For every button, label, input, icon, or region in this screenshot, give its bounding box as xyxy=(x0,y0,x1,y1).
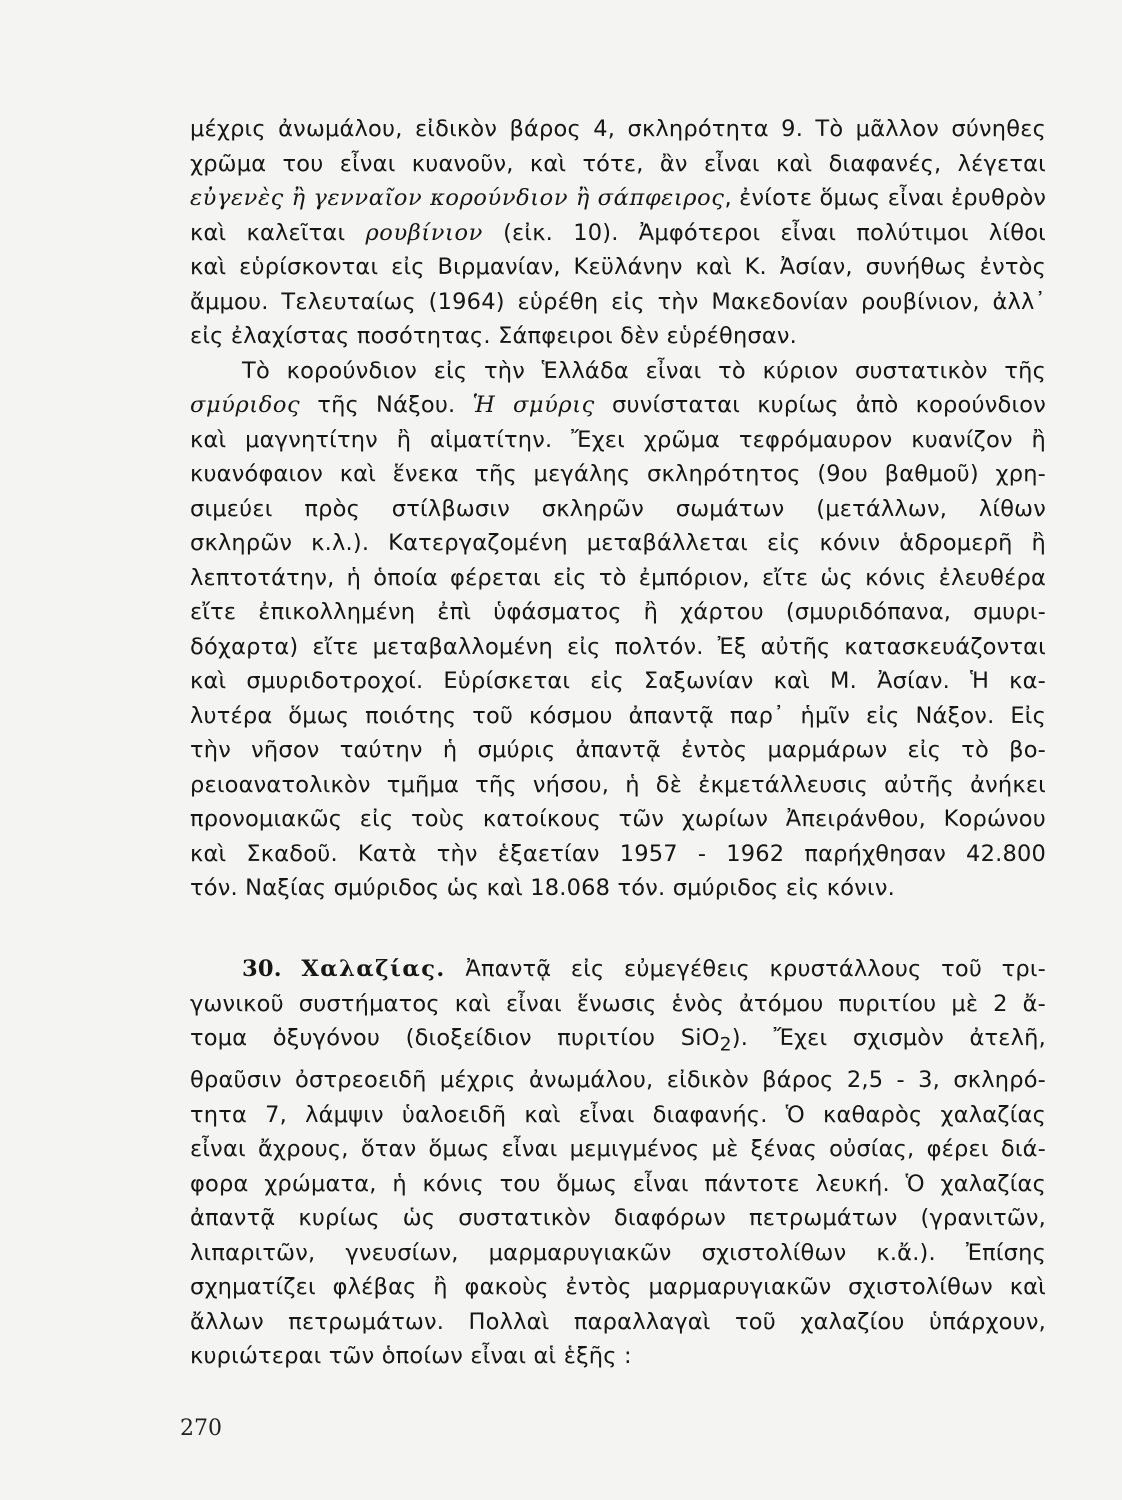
page-number: 270 xyxy=(180,1416,222,1441)
text-run: καὶ καλεῖται xyxy=(190,219,366,246)
text-line: τὴν νῆσον ταύτην ἡ σμύρις ἀπαντᾷ ἐντὸς μαρμάρων εἰς τὸ βο- xyxy=(190,737,1046,763)
text-line: σχηματίζει φλέβας ἢ φακοὺς ἐντὸς μαρμαρυγιακῶν σχιστολίθων καὶ xyxy=(190,1274,1046,1300)
text-line: κυανόφαιον καὶ ἕνεκα τῆς μεγάλης σκληρότητος (9ου βαθμοῦ) χρη- xyxy=(190,461,1046,487)
text-line: θραῦσιν ὀστρεοειδῆ μέχρις ἀνωμάλου, εἰδικὸν βάρος 2,5 - 3, σκληρό- xyxy=(190,1067,1046,1093)
text-line: λεπτοτάτην, ἡ ὁποία φέρεται εἰς τὸ ἐμπόριον, εἴτε ὡς κόνις ἐλευθέρα xyxy=(190,564,1046,591)
text-line: σιμεύει πρὸς στίλβωσιν σκληρῶν σωμάτων (μετάλλων, λίθων xyxy=(190,495,1046,522)
text-run: ). Ἔχει σχισμὸν ἀτελῆ, xyxy=(731,1025,1046,1051)
text-line: Τὸ κορούνδιον εἰς τὴν Ἑλλάδα εἶναι τὸ κύριον συστατικὸν τῆς xyxy=(242,357,1046,384)
italic-term: εὐγενὲς ἢ γενναῖον κορούνδιον ἢ σάπφειρος xyxy=(190,185,725,211)
text-line: ἄλλων πετρωμάτων. Πολλαὶ παραλλαγαὶ τοῦ χαλαζίου ὑπάρχουν, xyxy=(190,1308,1046,1335)
text-line: λιπαριτῶν, γνευσίων, μαρμαρυγιακῶν σχιστολίθων κ.ἄ.). Ἐπίσης xyxy=(190,1239,1046,1266)
text-line: σκληρῶν κ.λ.). Κατεργαζομένη μεταβάλλεται εἰς κόνιν ἁδρομερῆ ἢ xyxy=(190,530,1046,556)
text-run: τῆς Νάξου. xyxy=(300,392,473,418)
text-line: εἴτε ἐπικολλημένη ἐπὶ ὑφάσματος ἢ χάρτου (σμυριδόπανα, σμυρι- xyxy=(190,599,1046,625)
text-run: Ἀπαντᾷ εἰς εὐμεγέθεις κρυστάλλους τοῦ τρι- xyxy=(445,956,1046,982)
text-line: τητα 7, λάμψιν ὑαλοειδῆ καὶ εἶναι διαφανής. Ὁ καθαρὸς χαλαζίας xyxy=(190,1101,1046,1128)
section-30-quartz xyxy=(190,952,1046,1374)
text-run: τομα ὀξυγόνου (διοξείδιον πυριτίου SiO xyxy=(190,1025,720,1051)
text-line: δόχαρτα) εἴτε μεταβαλλομένη εἰς πολτόν. Ἐξ αὐτῆς κατασκευάζονται xyxy=(190,633,1046,660)
text-line: ρειοανατολικὸν τμῆμα τῆς νήσου, ἡ δὲ ἐκμετάλλευσις αὐτῆς ἀνήκει xyxy=(190,771,1046,798)
text-line: λυτέρα ὅμως ποιότης τοῦ κόσμου ἀπαντᾷ παρ᾽ ἡμῖν εἰς Νάξον. Εἰς xyxy=(190,702,1046,729)
text-run: (εἰκ. 10). Ἀμφότεροι εἶναι πολύτιμοι λίθοι xyxy=(482,219,1046,246)
text-line: καὶ εὑρίσκονται εἰς Βιρμανίαν, Κεϋλάνην καὶ Κ. Ἀσίαν, συνήθως ἐντὸς xyxy=(190,254,1046,280)
text-line: ἀπαντᾷ κυρίως ὡς συστατικὸν διαφόρων πετρωμάτων (γρανιτῶν, xyxy=(190,1205,1046,1231)
italic-term: ρουβίνιον xyxy=(365,219,483,246)
text-line: καὶ σμυριδοτροχοί. Εὑρίσκεται εἰς Σαξωνίαν καὶ Μ. Ἀσίαν. Ἡ κα- xyxy=(190,668,1046,694)
text-line xyxy=(190,1021,1046,1063)
text-line: εἰς ἐλαχίστας ποσότητας. Σάπφειροι δὲν εὑρέθησαν. xyxy=(190,323,798,349)
text-line: φορα χρώματα, ἡ κόνις του ὅμως εἶναι πάντοτε λευκή. Ὁ χαλαζίας xyxy=(190,1170,1046,1197)
text-line: τόν. Ναξίας σμύριδος ὡς καὶ 18.068 τόν. σμύριδος εἰς κόνιν. xyxy=(190,875,895,901)
text-line: ἄμμου. Τελευταίως (1964) εὑρέθη εἰς τὴν Μακεδονίαν ρουβίνιον, ἀλλ᾽ xyxy=(190,288,1046,315)
italic-term: Ἡ σμύρις xyxy=(472,392,595,418)
text-line: καὶ μαγνητίτην ἢ αἱματίτην. Ἔχει χρῶμα τεφρόμαυρον κυανίζον ἢ xyxy=(190,426,1046,453)
text-line xyxy=(190,181,1046,216)
section-title: Χαλαζίας. xyxy=(301,956,446,982)
text-line: κυριώτεραι τῶν ὁποίων εἶναι αἱ ἑξῆς : xyxy=(190,1343,632,1369)
subscript: 2 xyxy=(719,1034,732,1056)
text-line xyxy=(190,388,1046,423)
text-line: χρῶμα του εἶναι κυανοῦν, καὶ τότε, ἂν εἶναι καὶ διαφανές, λέγεται xyxy=(190,150,1046,177)
paragraph-corundum xyxy=(190,112,1046,906)
section-number: 30. xyxy=(242,956,282,982)
text-line: καὶ Σκαδοῦ. Κατὰ τὴν ἑξαετίαν 1957 - 1962 παρήχθησαν 42.800 xyxy=(190,840,1046,867)
italic-term: σμύριδος xyxy=(190,392,301,418)
text-run: , ἐνίοτε ὅμως εἶναι ἐρυθρὸν xyxy=(724,185,1047,211)
text-line xyxy=(190,952,1046,987)
text-line: μέχρις ἀνωμάλου, εἰδικὸν βάρος 4, σκληρότητα 9. Τὸ μᾶλλον σύνηθες xyxy=(190,116,1046,142)
text-line xyxy=(190,216,1046,251)
text-line: εἶναι ἄχρους, ὅταν ὅμως εἶναι μεμιγμένος μὲ ξένας οὐσίας, φέρει διά- xyxy=(190,1136,1046,1162)
text-run: συνίσταται κυρίως ἀπὸ κορούνδιον xyxy=(594,392,1047,418)
text-line: προνομιακῶς εἰς τοὺς κατοίκους τῶν χωρίων Ἀπειράνθου, Κορώνου xyxy=(190,806,1046,832)
text-line: γωνικοῦ συστήματος καὶ εἶναι ἕνωσις ἑνὸς ἀτόμου πυριτίου μὲ 2 ἄ- xyxy=(190,990,1046,1017)
